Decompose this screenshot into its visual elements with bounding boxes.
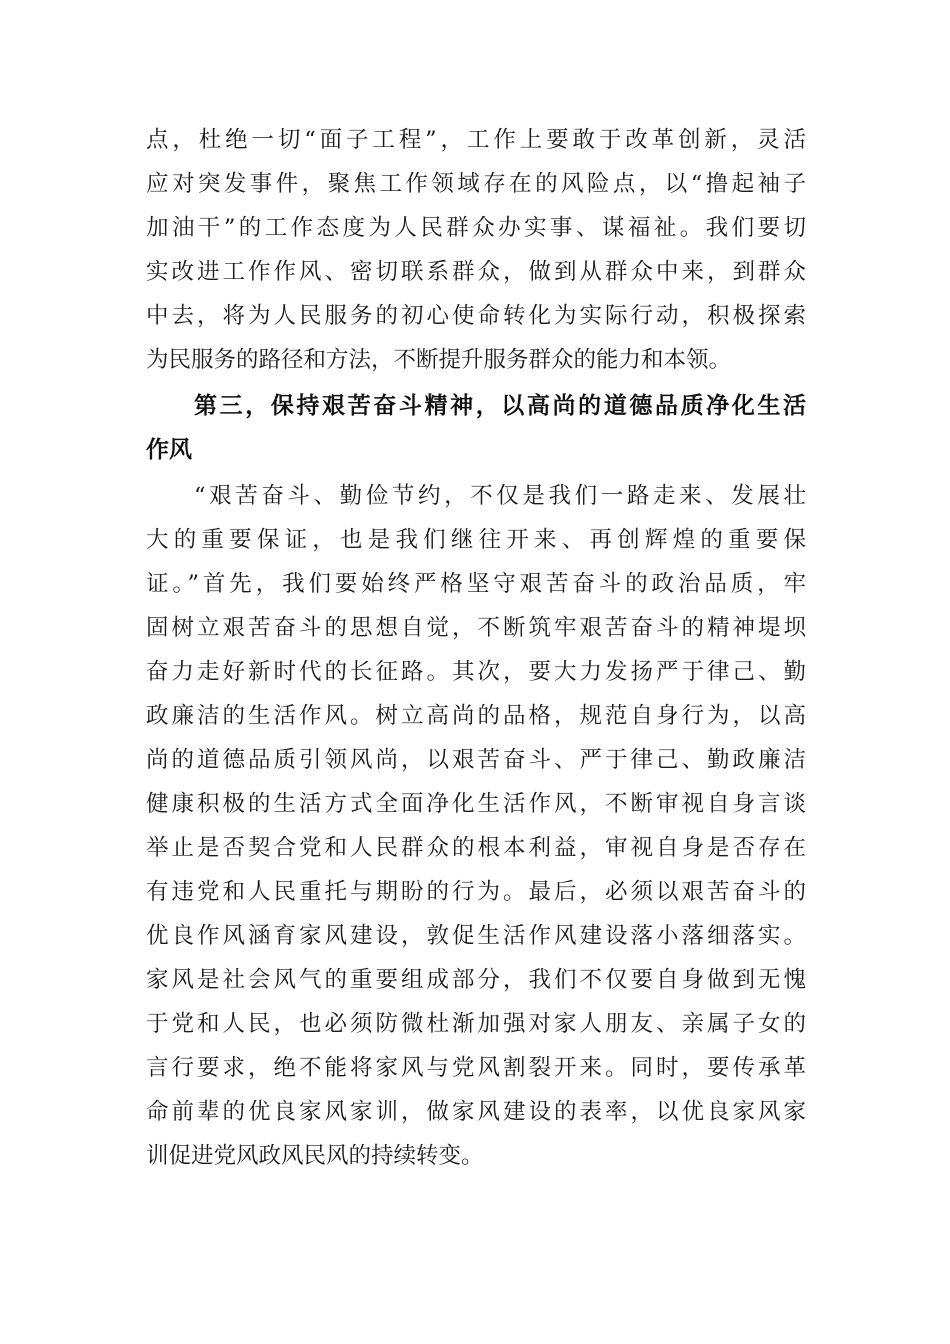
paragraph-2-line: 优良作风涵育家风建设，敦促生活作风建设落小落细落实。 — [146, 923, 806, 949]
paragraph-2-line: 有违党和人民重托与期盼的行为。最后，必须以艰苦奋斗的 — [146, 879, 806, 905]
paragraph-1-line: 中去，将为人民服务的初心使命转化为实际行动，积极探索 — [146, 303, 806, 329]
paragraph-1-line: 应对突发事件，聚焦工作领域存在的风险点，以“撸起袖子 — [146, 171, 806, 197]
paragraph-2-line: 证。”首先，我们要始终严格坚守艰苦奋斗的政治品质，牢 — [146, 571, 806, 597]
paragraph-2-line: 固树立艰苦奋斗的思想自觉，不断筑牢艰苦奋斗的精神堤坝 — [146, 615, 806, 641]
section-heading: 第三，保持艰苦奋斗精神，以高尚的道德品质净化生活 — [194, 393, 806, 419]
paragraph-2-line: 尚的道德品质引领风尚，以艰苦奋斗、严于律己、勤政廉洁 — [146, 747, 806, 773]
paragraph-2-line: 政廉洁的生活作风。树立高尚的品格，规范自身行为，以高 — [146, 703, 806, 729]
paragraph-1-line: 实改进工作作风、密切联系群众，做到从群众中来，到群众 — [146, 259, 806, 285]
paragraph-2-line: 奋力走好新时代的长征路。其次，要大力发扬严于律己、勤 — [146, 659, 806, 685]
paragraph-1-line: 加油干”的工作态度为人民群众办实事、谋福祉。我们要切 — [146, 215, 806, 241]
paragraph-2-line: 于党和人民，也必须防微杜渐加强对家人朋友、亲属子女的 — [146, 1011, 806, 1037]
paragraph-1-line: 为民服务的路径和方法，不断提升服务群众的能力和本领。 — [146, 347, 732, 373]
paragraph-1-line: 点，杜绝一切“面子工程”，工作上要敢于改革创新，灵活 — [146, 127, 806, 153]
paragraph-2-line: 言行要求，绝不能将家风与党风割裂开来。同时，要传承革 — [146, 1055, 806, 1081]
paragraph-2-line: 举止是否契合党和人民群众的根本利益，审视自身是否存在 — [146, 835, 806, 861]
paragraph-2-line: 训促进党风政风民风的持续转变。 — [146, 1143, 484, 1169]
paragraph-2-line: 家风是社会风气的重要组成部分，我们不仅要自身做到无愧 — [146, 967, 806, 993]
paragraph-2-line: “艰苦奋斗、勤俭节约，不仅是我们一路走来、发展壮 — [194, 483, 806, 509]
paragraph-2-line: 命前辈的优良家风家训，做家风建设的表率，以优良家风家 — [146, 1099, 806, 1125]
paragraph-2-line: 健康积极的生活方式全面净化生活作风，不断审视自身言谈 — [146, 791, 806, 817]
paragraph-2-line: 大的重要保证，也是我们继往开来、再创辉煌的重要保 — [146, 527, 806, 553]
section-heading: 作风 — [146, 437, 192, 463]
